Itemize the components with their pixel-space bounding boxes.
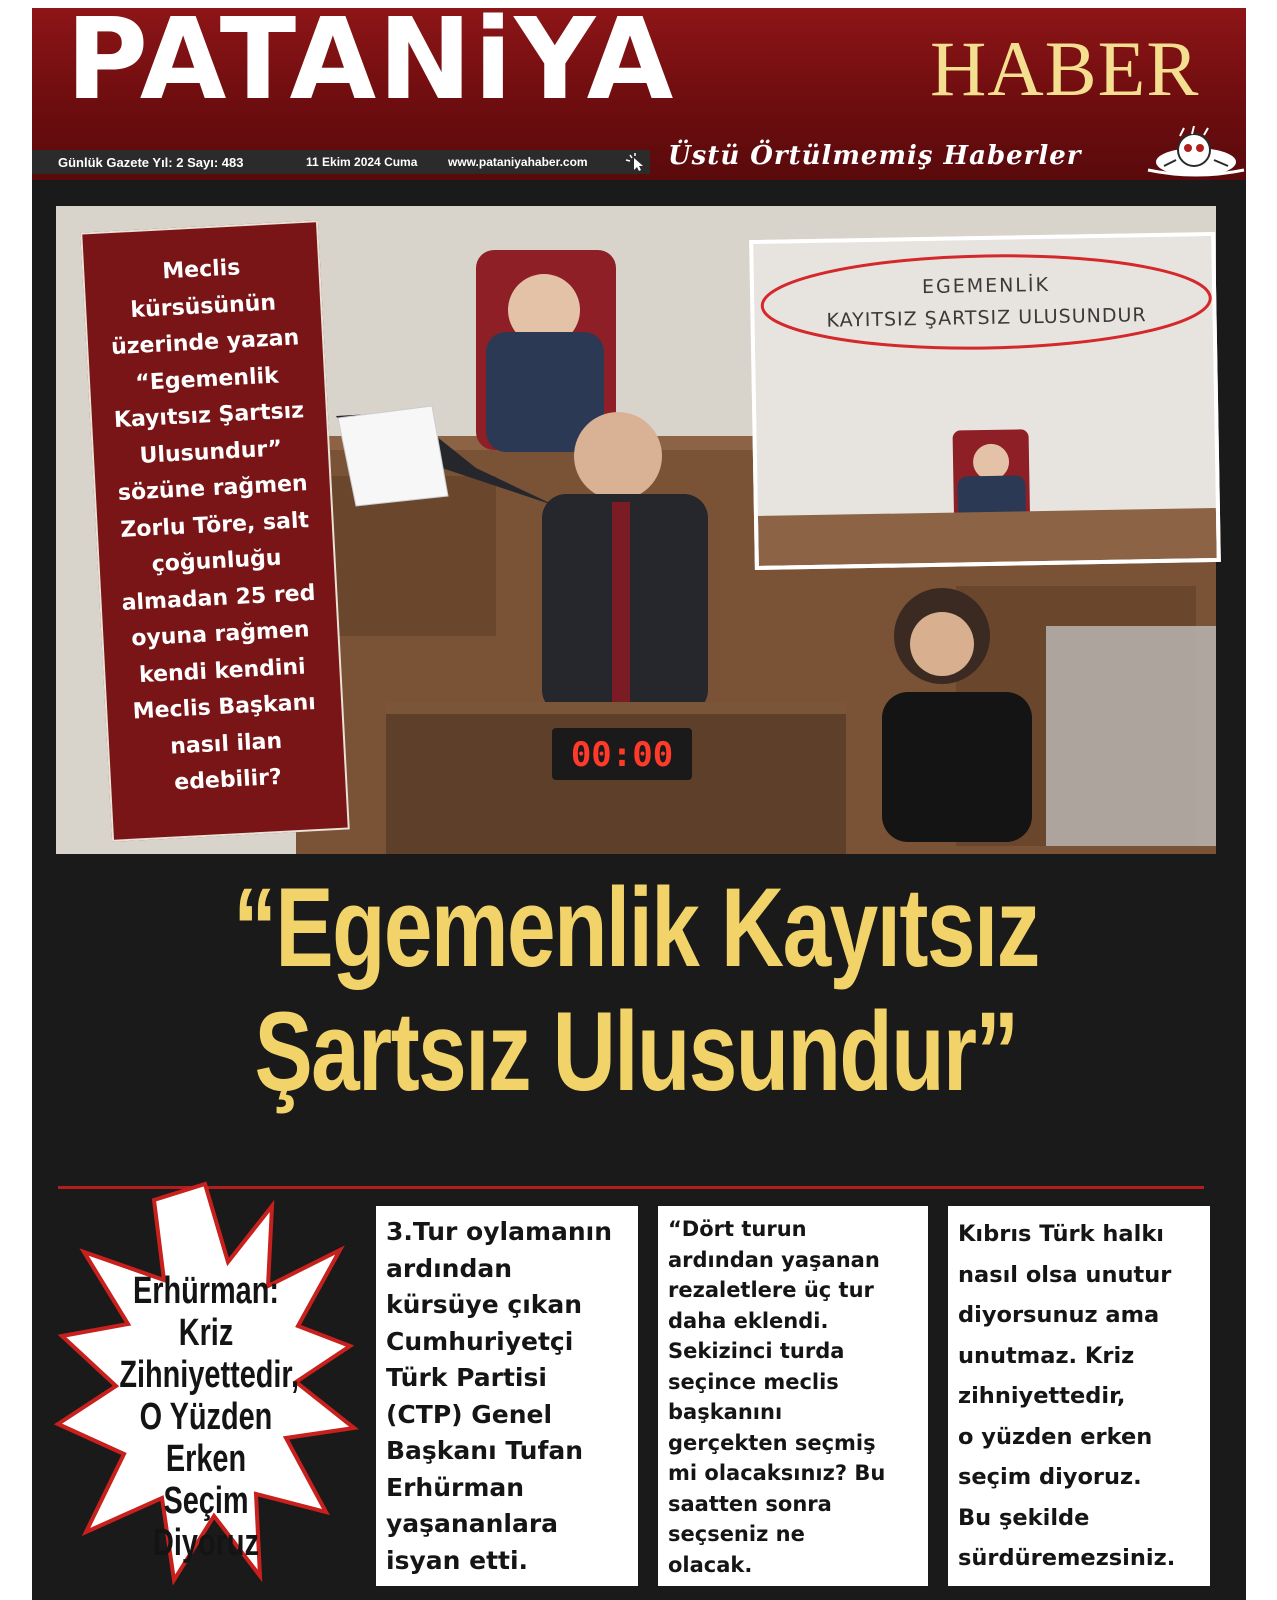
masthead-haber: HABER [930,25,1200,112]
callout-text: Meclis kürsüsünün üzerinde yazan “Egemenlik Kayıtsız Şartsız Ulusundur” sözüne rağmen Zorlu Töre, salt çoğunluğu almadan 25 red oyuna rağmen kendi kendini Meclis Başkanı nasıl ilan edebilir? [110,255,317,796]
photo-callout-box [80,220,350,842]
inset-illustration [753,236,1217,566]
issue-info: Günlük Gazete Yıl: 2 Sayı: 483 [58,155,244,170]
article-column-3-text: Kıbrıs Türk halkı nasıl olsa unutur diyorsunuz ama unutmaz. Kriz zihniyettedir, o yüzden erken seçim diyoruz. Bu şekilde sürdüremezsiniz. [958,1221,1176,1571]
inset-line2: KAYITSIZ ŞARTSIZ ULUSUNDUR [826,304,1147,332]
masthead [32,0,1246,180]
masthead-title: PATANiYA [66,0,676,125]
article-column-1 [376,1206,638,1586]
main-headline: “Egemenlik Kayıtsız Şartsız Ulusundur” [233,865,1039,1114]
cursor-click-icon [624,152,648,172]
article-column-1-text: 3.Tur oylamanın ardından kürsüye çıkan Cumhuriyetçi Türk Partisi (CTP) Genel Başkanı Tufan Erhürman yaşananlara isyan etti. [386,1217,613,1575]
podium-timer: 00:00 [570,735,674,775]
article-column-3 [948,1206,1210,1586]
website-link[interactable]: www.pataniyahaber.com [448,155,588,169]
starburst-text: Erhürman: Kriz Zihniyettedir, O Yüzden Erken Seçim Diyoruz [119,1270,300,1564]
masthead-slogan: Üstü Örtülmemiş Haberler [668,141,1082,171]
mascot-logo-icon [1144,126,1250,178]
article-column-2 [658,1206,928,1586]
inset-line1: EGEMENLİK [921,273,1051,299]
inset-photo [749,232,1221,570]
issue-date: 11 Ekim 2024 Cuma [306,155,418,169]
article-column-2-text: “Dört turun ardından yaşanan rezaletlere üç tur daha eklendi. Sekizinci turda seçince meclis başkanını gerçekten seçmiş mi olacaksınız? Bu saatten sonra seçseniz ne olacak. [668,1217,886,1577]
